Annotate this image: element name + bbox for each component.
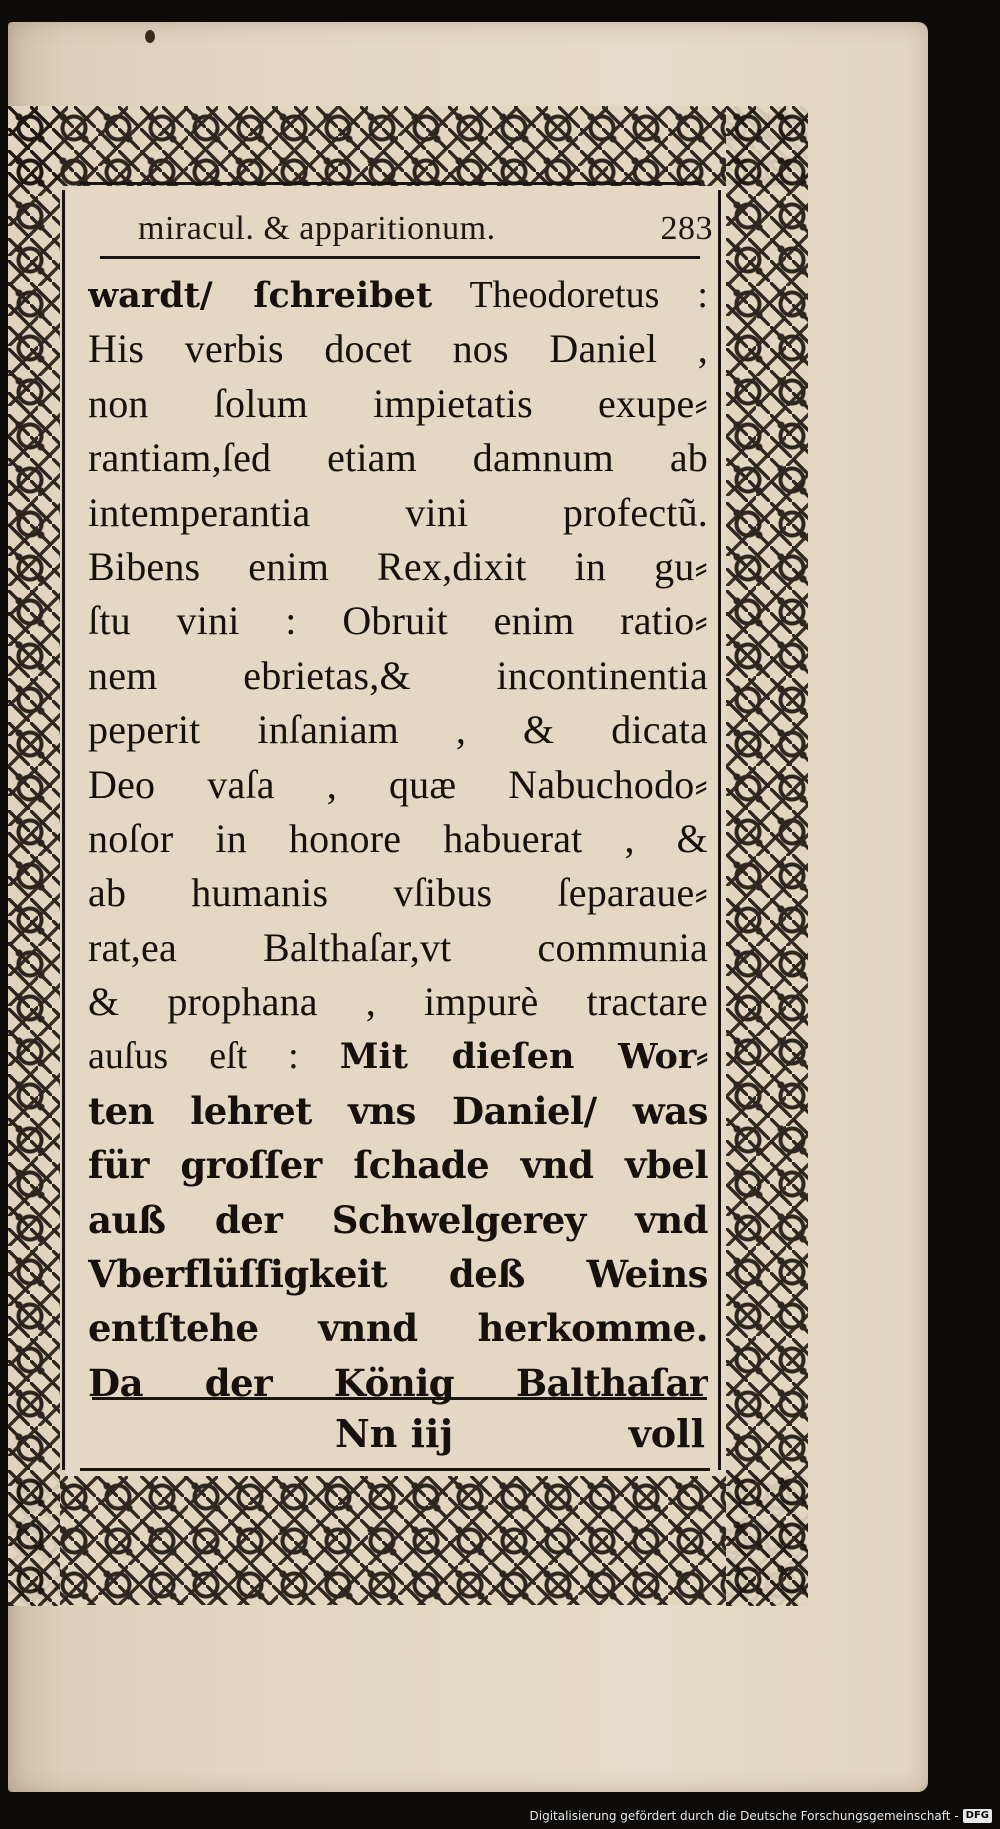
frame-rule-left [62,190,65,1470]
credit-text: Digitalisierung gefördert durch die Deutsche Forschungsgemeinschaft - [529,1809,959,1823]
text-line: ten lehret vns Daniel/ was [88,1088,708,1133]
page-number: 283 [660,210,713,247]
page-footer [130,1405,705,1461]
blackletter-run: Mit dieſen Wor⸗ [339,1036,708,1078]
roman-run: Theodoretus : [432,274,708,316]
ornamental-border-left [8,106,60,1606]
text-line: noſor in honore habuerat , & [88,815,708,861]
text-line: ab humanis vſibus ſeparaue⸗ [88,870,708,916]
frame-rule-top [80,182,700,185]
text-line: non ſolum impietatis exupe⸗ [88,380,708,426]
text-line: rat,ea Balthaſar,vt communia [88,924,708,970]
text-line: ſtu vini : Obruit enim ratio⸗ [88,598,708,644]
text-line: intemperantia vini profectũ. [88,489,708,535]
text-line: Bibens enim Rex,dixit in gu⸗ [88,543,708,589]
ornamental-border-bottom [8,1475,808,1605]
signature-mark: Nn iij [335,1411,454,1456]
text-line: Deo vaſa , quæ Nabuchodo⸗ [88,761,708,807]
roman-run: auſus eſt : [88,1035,340,1078]
head-rule [100,256,700,259]
frame-rule-bottom [80,1468,710,1471]
text-line: peperit inſaniam , & dicata [88,707,708,753]
dfg-logo-icon: DFG [963,1809,992,1823]
ornamental-border-top [8,106,808,186]
blackletter-run: wardt/ ſchreibet [88,275,433,316]
ink-spot [145,30,155,43]
text-line: für groſſer ſchade vnd vbel [88,1143,708,1188]
text-line: His verbis docet nos Daniel , [88,326,708,372]
digitization-credit [530,1809,993,1823]
text-line: nem ebrietas,& incontinentia [88,652,708,698]
text-line: & prophana , impurè tractare [88,979,708,1025]
running-title: miracul. & apparitionum. [138,210,496,247]
running-head [138,206,713,250]
text-line: Da der König Balthaſar [88,1360,708,1405]
text-line [88,1029,708,1083]
text-line: entſtehe vnnd herkomme. [88,1306,708,1351]
text-line: auß der Schwelgerey vnd [88,1197,708,1242]
text-line [88,268,708,322]
text-line: rantiam,ſed etiam damnum ab [88,435,708,481]
frame-rule-right [718,190,721,1470]
text-line: Vberflüſſigkeit deß Weins [88,1252,708,1297]
body-text [88,268,708,1410]
catchword: voll [628,1411,705,1456]
ornamental-border-right [726,106,808,1606]
